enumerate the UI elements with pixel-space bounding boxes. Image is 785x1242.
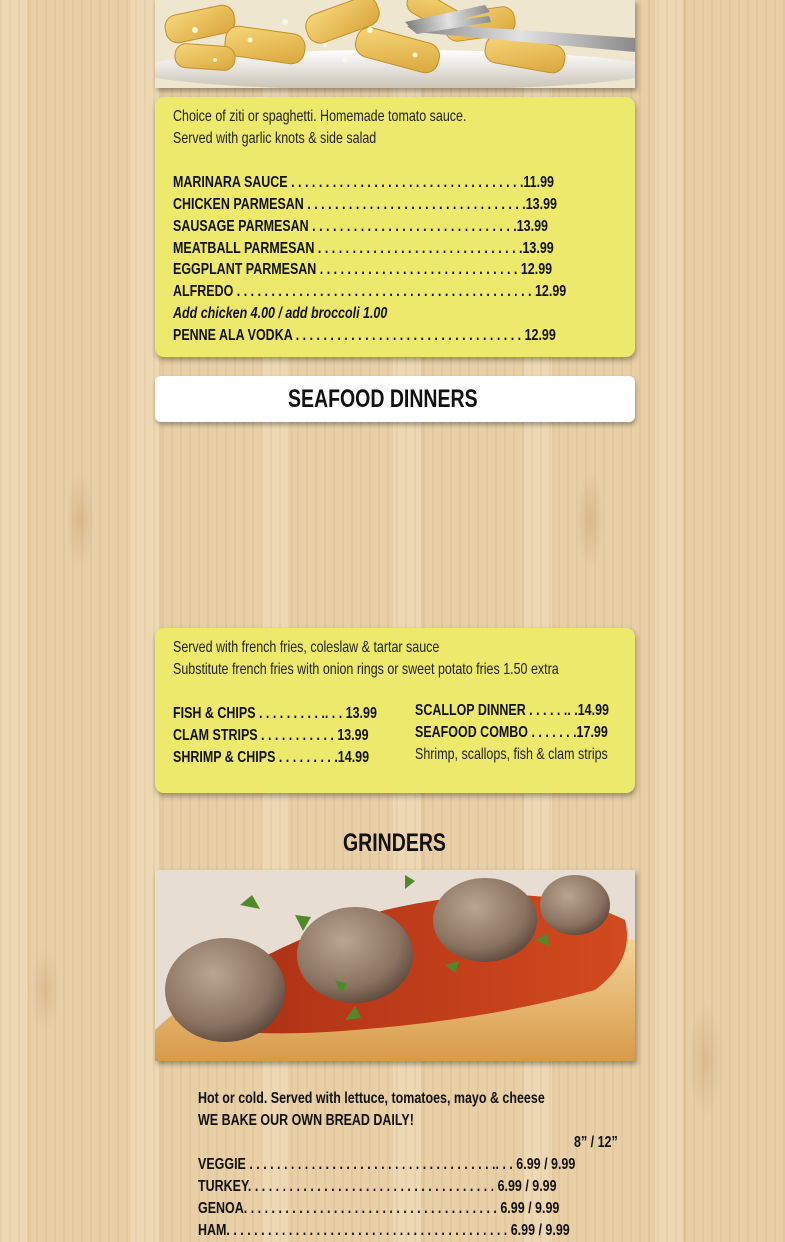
menu-item-chicken-parmesan: CHICKEN PARMESAN . . . . . . . . . . . . . . . . . . . . . . . . . . . . . . . .13.99 [173, 196, 557, 213]
menu-item-clam-strips: CLAM STRIPS . . . . . . . . . . . 13.99 [173, 727, 369, 744]
pasta-illustration [155, 0, 635, 88]
meatball-grinder-illustration [155, 870, 635, 1061]
grinders-heading: GRINDERS [343, 829, 446, 857]
addon-note: Add chicken 4.00 / add broccoli 1.00 [173, 305, 388, 322]
grinders-size-header: 8” / 12” [574, 1134, 618, 1151]
menu-item-fish-chips: FISH & CHIPS . . . . . . . . . .. . . 13.99 [173, 705, 377, 722]
menu-item-sausage-parmesan: SAUSAGE PARMESAN . . . . . . . . . . . . . . . . . . . . . . . . . . . . . .13.99 [173, 218, 548, 235]
menu-item-genoa: GENOA. . . . . . . . . . . . . . . . . . . . . . . . . . . . . . . . . . . . . 6.99 / 9.99 [198, 1200, 560, 1217]
pasta-menu-panel [155, 97, 635, 357]
menu-item-seafood-combo: SEAFOOD COMBO . . . . . . .17.99 [415, 724, 608, 741]
menu-item-meatball-parmesan: MEATBALL PARMESAN . . . . . . . . . . . . . . . . . . . . . . . . . . . . . .13.99 [173, 240, 554, 257]
grinder-photo [155, 870, 635, 1061]
seafood-heading-panel [155, 376, 635, 422]
grinders-description-line-2: WE BAKE OUR OWN BREAD DAILY! [198, 1112, 414, 1129]
menu-item-penne-vodka: PENNE ALA VODKA . . . . . . . . . . . . . . . . . . . . . . . . . . . . . . . . . 12.99 [173, 327, 556, 344]
pasta-description-line-2: Served with garlic knots & side salad [173, 130, 377, 147]
pasta-photo [155, 0, 635, 88]
combo-note: Shrimp, scallops, fish & clam strips [415, 746, 608, 763]
seafood-menu-panel [155, 628, 635, 793]
pasta-description-line-1: Choice of ziti or spaghetti. Homemade tomato sauce. [173, 108, 467, 125]
menu-item-marinara: MARINARA SAUCE . . . . . . . . . . . . . . . . . . . . . . . . . . . . . . . . . .11.99 [173, 174, 554, 191]
grinders-description-line-1: Hot or cold. Served with lettuce, tomatoes, mayo & cheese [198, 1090, 545, 1107]
menu-item-turkey: TURKEY. . . . . . . . . . . . . . . . . . . . . . . . . . . . . . . . . . . . 6.99 / 9.99 [198, 1178, 557, 1195]
menu-item-alfredo: ALFREDO . . . . . . . . . . . . . . . . . . . . . . . . . . . . . . . . . . . . . . . . . . . 12.99 [173, 283, 567, 300]
menu-item-scallop-dinner: SCALLOP DINNER . . . . . .. .14.99 [415, 702, 609, 719]
seafood-description-line-2: Substitute french fries with onion rings or sweet potato fries 1.50 extra [173, 661, 559, 678]
seafood-heading: SEAFOOD DINNERS [288, 385, 478, 413]
menu-item-shrimp-chips: SHRIMP & CHIPS . . . . . . . . .14.99 [173, 749, 370, 766]
menu-item-veggie: VEGGIE . . . . . . . . . . . . . . . . . . . . . . . . . . . . . . . . . . . .. . . 6.99 / 9.99 [198, 1156, 576, 1173]
seafood-description-line-1: Served with french fries, coleslaw & tartar sauce [173, 639, 440, 656]
menu-item-ham: HAM. . . . . . . . . . . . . . . . . . . . . . . . . . . . . . . . . . . . . . . . . 6.99 / 9.99 [198, 1222, 570, 1239]
menu-item-eggplant-parmesan: EGGPLANT PARMESAN . . . . . . . . . . . . . . . . . . . . . . . . . . . . . 12.99 [173, 261, 553, 278]
